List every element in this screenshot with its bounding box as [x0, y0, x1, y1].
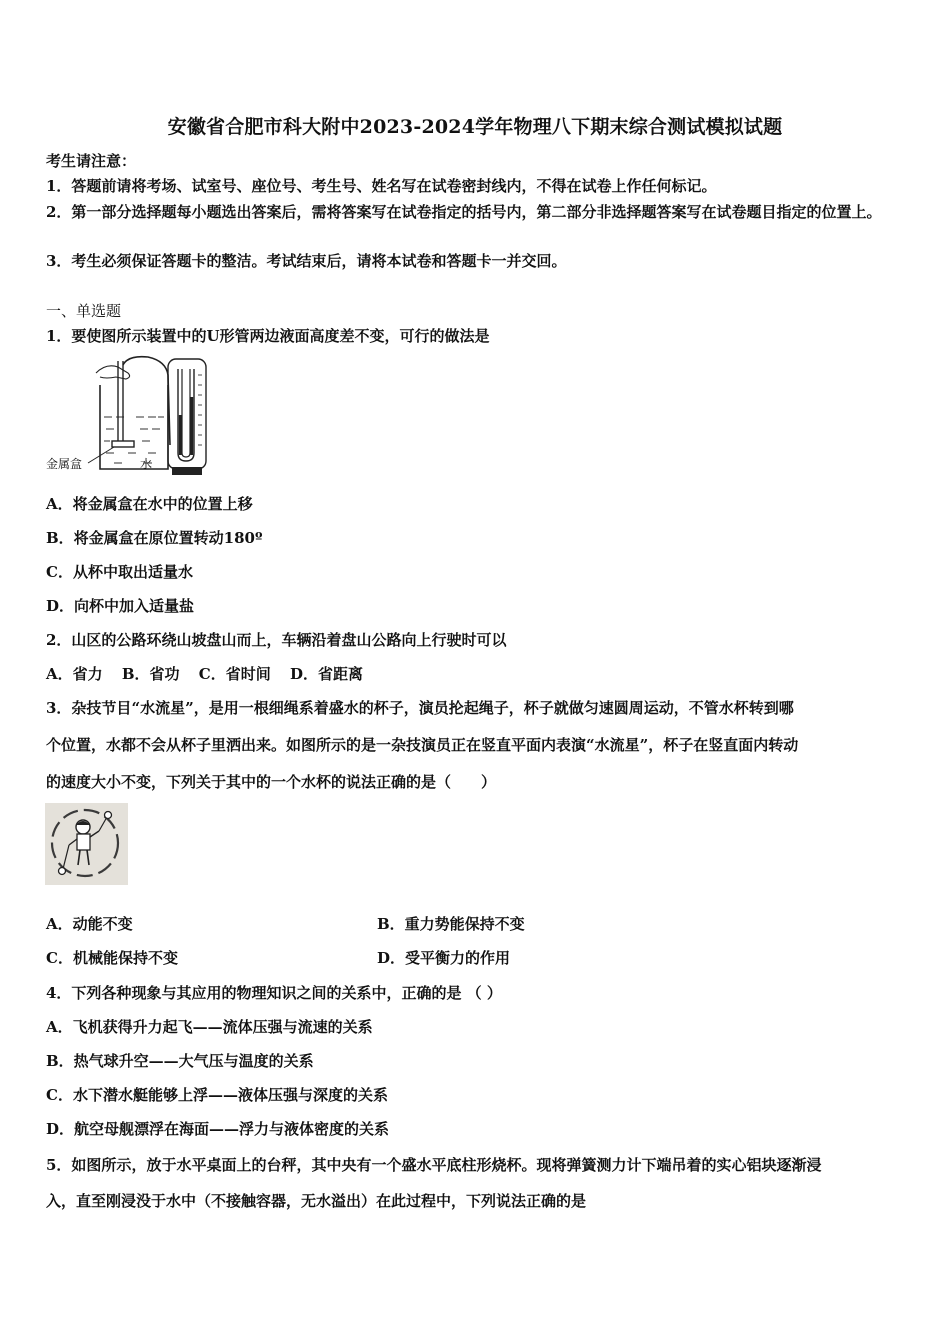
q1-option: B．将金属盒在原位置转动180º [46, 529, 263, 547]
q1-option: D．向杯中加入适量盐 [46, 597, 195, 615]
notice-item: 2．第一部分选择题每小题选出答案后，需将答案写在试卷指定的括号内，第二部分非选择题答案写在试卷题目指定的位置上。 [46, 203, 882, 221]
question-3-stem-line: 个位置，水都不会从杯子里洒出来。如图所示的是一杂技演员正在竖直平面内表演“水流星”，杯子在竖直面内转动 [46, 736, 799, 754]
water-meteor-figure [45, 803, 128, 885]
question-4-stem: 4．下列各种现象与其应用的物理知识之间的关系中，正确的是 （ ） [46, 984, 502, 1002]
question-1-stem: 1．要使图所示装置中的U形管两边液面高度差不变，可行的做法是 [46, 327, 490, 345]
q1-option: C．从杯中取出适量水 [46, 563, 193, 581]
q2-option: A．省力 [46, 665, 103, 683]
page-title: 安徽省合肥市科大附中2023-2024学年物理八下期末综合测试模拟试题 [167, 116, 783, 138]
q2-option: B．省功 [121, 665, 180, 683]
question-3-stem-line: 的速度大小不变，下列关于其中的一个水杯的说法正确的是（ ） [46, 773, 497, 791]
question-2-stem: 2．山区的公路环绕山坡盘山而上，车辆沿着盘山公路向上行驶时可以 [46, 631, 507, 649]
q4-option: D．航空母舰漂浮在海面——浮力与液体密度的关系 [46, 1120, 390, 1138]
question-5-stem-line: 入，直至刚浸没于水中（不接触容器，无水溢出）在此过程中，下列说法正确的是 [46, 1192, 587, 1210]
q3-option: A．动能不变 [46, 915, 133, 933]
q2-option: D．省距离 [289, 665, 363, 683]
q4-option: A．飞机获得升力起飞——流体压强与流速的关系 [46, 1018, 373, 1036]
notice-item: 1．答题前请将考场、试室号、座位号、考生号、姓名写在试卷密封线内，不得在试卷上作任何标记。 [46, 177, 717, 195]
label-metal-box: 金属盒 [46, 457, 83, 471]
q3-option: D．受平衡力的作用 [377, 949, 511, 967]
q2-option: C．省时间 [198, 665, 271, 683]
q2-options [46, 663, 916, 685]
question-5-stem-line: 5．如图所示，放于水平桌面上的台秤，其中央有一个盛水平底柱形烧杯。现将弹簧测力计下端吊着的实心铝块逐渐浸 [46, 1156, 822, 1174]
q4-option: C．水下潜水艇能够上浮——液体压强与深度的关系 [46, 1086, 388, 1104]
q3-option: B．重力势能保持不变 [377, 915, 525, 933]
section-heading: 一、单选题 [46, 302, 122, 320]
notice-heading: 考生请注意： [46, 152, 137, 170]
label-water: 水 [140, 457, 153, 471]
q3-option: C．机械能保持不变 [46, 949, 178, 967]
q1-option: A．将金属盒在水中的位置上移 [46, 495, 253, 513]
performer-spinning-cups-illustration [45, 803, 128, 885]
notice-item: 3．考生必须保证答题卡的整洁。考试结束后，请将本试卷和答题卡一并交回。 [46, 252, 567, 270]
question-3-stem-line: 3．杂技节目“水流星”，是用一根细绳系着盛水的杯子，演员抡起绳子，杯子就做匀速圆周运动，不管水杯转到哪 [46, 699, 794, 717]
q4-option: B．热气球升空——大气压与温度的关系 [46, 1052, 314, 1070]
